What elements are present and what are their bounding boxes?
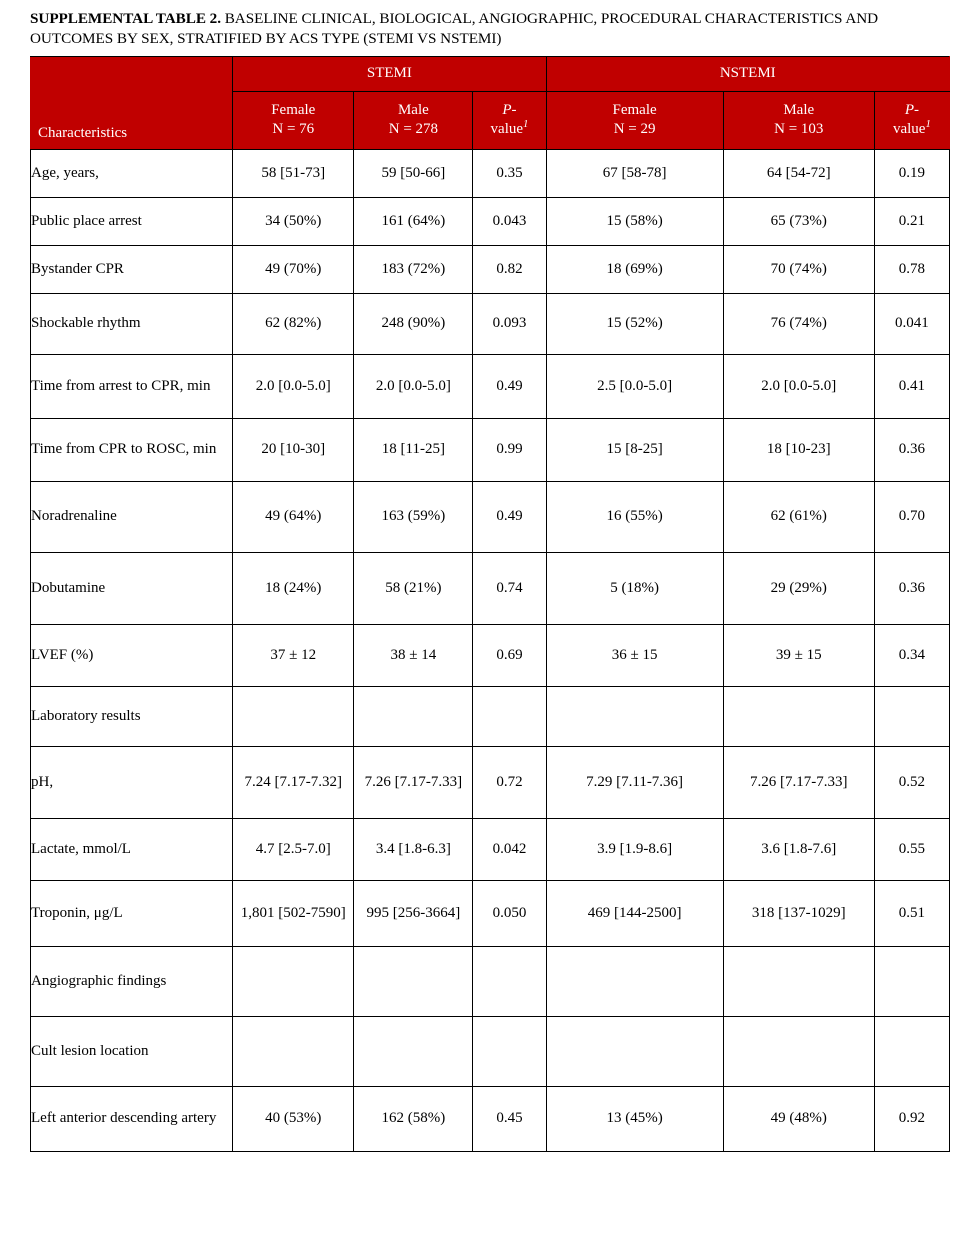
table-row	[31, 354, 950, 418]
table-cell	[473, 946, 546, 1016]
table-cell: 18 [11-25]	[354, 418, 473, 481]
table-cell: 67 [58-78]	[546, 149, 723, 197]
table-cell: 7.24 [7.17-7.32]	[233, 746, 354, 818]
table-cell: 0.042	[473, 818, 546, 880]
table-row	[31, 149, 950, 197]
table-cell: 76 (74%)	[723, 293, 874, 354]
column-group-nstemi: NSTEMI	[546, 56, 949, 91]
table-row	[31, 880, 950, 946]
table-cell: 36 ± 15	[546, 624, 723, 686]
row-label: Lactate, mmol/L	[31, 818, 233, 880]
table-cell: 0.093	[473, 293, 546, 354]
footnote-marker: 1	[523, 118, 529, 131]
column-header-stemi-pvalue	[473, 91, 546, 149]
table-cell: 2.0 [0.0-5.0]	[723, 354, 874, 418]
column-header-nstemi-pvalue	[874, 91, 949, 149]
column-group-stemi: STEMI	[233, 56, 546, 91]
row-label: Angiographic findings	[31, 946, 233, 1016]
subheader-line1: Female	[271, 102, 316, 119]
table-cell: 7.29 [7.11-7.36]	[546, 746, 723, 818]
caption-lead: SUPPLEMENTAL TABLE 2.	[30, 10, 221, 27]
table-cell: 0.55	[874, 818, 949, 880]
table-cell: 162 (58%)	[354, 1086, 473, 1151]
subheader-line2: N = 103	[774, 121, 824, 138]
table-cell	[723, 686, 874, 746]
table-cell: 15 (58%)	[546, 197, 723, 245]
table-cell: 0.72	[473, 746, 546, 818]
table-cell: 161 (64%)	[354, 197, 473, 245]
table-row	[31, 624, 950, 686]
subheader-line1: P-	[502, 102, 517, 119]
table-cell	[546, 946, 723, 1016]
row-label: LVEF (%)	[31, 624, 233, 686]
table-cell: 16 (55%)	[546, 481, 723, 552]
row-label: Dobutamine	[31, 552, 233, 624]
table-row	[31, 418, 950, 481]
table-cell	[546, 1016, 723, 1086]
supplemental-table-2	[30, 56, 950, 1152]
table-cell: 3.6 [1.8-7.6]	[723, 818, 874, 880]
table-cell	[874, 946, 949, 1016]
table-cell: 0.21	[874, 197, 949, 245]
subheader-line1: Male	[783, 102, 815, 119]
table-cell: 62 (82%)	[233, 293, 354, 354]
table-cell: 15 [8-25]	[546, 418, 723, 481]
table-cell: 13 (45%)	[546, 1086, 723, 1151]
table-cell	[233, 1016, 354, 1086]
column-header-characteristics: Characteristics	[31, 56, 233, 149]
table-cell: 0.19	[874, 149, 949, 197]
table-cell: 34 (50%)	[233, 197, 354, 245]
table-cell: 0.99	[473, 418, 546, 481]
table-cell: 64 [54-72]	[723, 149, 874, 197]
table-cell: 248 (90%)	[354, 293, 473, 354]
table-cell: 2.5 [0.0-5.0]	[546, 354, 723, 418]
subheader-line2: value	[892, 121, 926, 138]
table-row	[31, 746, 950, 818]
table-cell	[874, 686, 949, 746]
table-cell	[233, 686, 354, 746]
subheader-line2: N = 278	[388, 121, 439, 138]
table-cell	[723, 946, 874, 1016]
footnote-marker: 1	[925, 118, 931, 131]
table-cell	[354, 1016, 473, 1086]
table-body	[31, 149, 950, 1151]
table-cell: 0.74	[473, 552, 546, 624]
table-cell: 5 (18%)	[546, 552, 723, 624]
table-cell: 15 (52%)	[546, 293, 723, 354]
table-cell: 65 (73%)	[723, 197, 874, 245]
table-cell: 2.0 [0.0-5.0]	[233, 354, 354, 418]
table-cell	[723, 1016, 874, 1086]
table-cell: 0.41	[874, 354, 949, 418]
table-cell: 18 (24%)	[233, 552, 354, 624]
column-header-nstemi-male	[723, 91, 874, 149]
table-row	[31, 552, 950, 624]
row-label: Bystander CPR	[31, 245, 233, 293]
table-row	[31, 818, 950, 880]
table-cell: 7.26 [7.17-7.33]	[354, 746, 473, 818]
table-cell: 18 [10-23]	[723, 418, 874, 481]
table-cell: 0.050	[473, 880, 546, 946]
table-cell: 18 (69%)	[546, 245, 723, 293]
table-row	[31, 481, 950, 552]
table-cell	[354, 946, 473, 1016]
table-cell: 0.36	[874, 552, 949, 624]
table-cell: 3.4 [1.8-6.3]	[354, 818, 473, 880]
row-label: Left anterior descending artery	[31, 1086, 233, 1151]
table-cell	[473, 1016, 546, 1086]
table-cell: 62 (61%)	[723, 481, 874, 552]
table-cell: 37 ± 12	[233, 624, 354, 686]
subheader-line1: Female	[612, 102, 657, 119]
table-cell: 0.043	[473, 197, 546, 245]
table-row	[31, 293, 950, 354]
table-cell: 995 [256-3664]	[354, 880, 473, 946]
table-cell: 20 [10-30]	[233, 418, 354, 481]
table-cell: 0.36	[874, 418, 949, 481]
subheader-line2: value	[490, 121, 524, 138]
table-cell: 49 (48%)	[723, 1086, 874, 1151]
table-cell: 38 ± 14	[354, 624, 473, 686]
subheader-line2: N = 76	[272, 121, 315, 138]
table-cell	[874, 1016, 949, 1086]
table-cell	[546, 686, 723, 746]
subheader-line1: Male	[397, 102, 429, 119]
table-cell: 3.9 [1.9-8.6]	[546, 818, 723, 880]
table-cell: 40 (53%)	[233, 1086, 354, 1151]
table-cell: 0.70	[874, 481, 949, 552]
table-cell: 2.0 [0.0-5.0]	[354, 354, 473, 418]
table-cell: 0.52	[874, 746, 949, 818]
table-cell: 49 (70%)	[233, 245, 354, 293]
table-row	[31, 686, 950, 746]
row-label: pH,	[31, 746, 233, 818]
row-label: Shockable rhythm	[31, 293, 233, 354]
table-cell: 469 [144-2500]	[546, 880, 723, 946]
row-label: Noradrenaline	[31, 481, 233, 552]
table-row	[31, 1086, 950, 1151]
table-cell: 0.78	[874, 245, 949, 293]
table-cell	[354, 686, 473, 746]
table-cell: 0.041	[874, 293, 949, 354]
column-header-nstemi-female	[546, 91, 723, 149]
table-row	[31, 1016, 950, 1086]
row-label: Public place arrest	[31, 197, 233, 245]
table-cell: 0.49	[473, 354, 546, 418]
table-caption	[30, 9, 950, 50]
table-cell	[233, 946, 354, 1016]
table-cell: 7.26 [7.17-7.33]	[723, 746, 874, 818]
table-cell	[473, 686, 546, 746]
row-label: Laboratory results	[31, 686, 233, 746]
table-cell: 163 (59%)	[354, 481, 473, 552]
table-cell: 0.51	[874, 880, 949, 946]
table-cell: 1,801 [502-7590]	[233, 880, 354, 946]
table-cell: 70 (74%)	[723, 245, 874, 293]
column-header-stemi-male	[354, 91, 473, 149]
row-label: Time from arrest to CPR, min	[31, 354, 233, 418]
table-cell: 0.35	[473, 149, 546, 197]
row-label: Troponin, μg/L	[31, 880, 233, 946]
row-label: Time from CPR to ROSC, min	[31, 418, 233, 481]
table-cell: 59 [50-66]	[354, 149, 473, 197]
row-label: Cult lesion location	[31, 1016, 233, 1086]
table-cell: 0.92	[874, 1086, 949, 1151]
subheader-line2: N = 29	[613, 121, 656, 138]
table-cell: 58 (21%)	[354, 552, 473, 624]
table-cell: 58 [51-73]	[233, 149, 354, 197]
table-row	[31, 197, 950, 245]
table-cell: 29 (29%)	[723, 552, 874, 624]
table-cell: 0.82	[473, 245, 546, 293]
table-header	[31, 56, 950, 149]
table-cell: 4.7 [2.5-7.0]	[233, 818, 354, 880]
caption-rest: BASELINE CLINICAL, BIOLOGICAL, ANGIOGRAPHIC, PROCEDURAL CHARACTERISTICS AND OUTCOMES BY SEX, STRATIFIED BY ACS TYPE (STEMI VS NSTEMI)	[30, 10, 879, 48]
row-label: Age, years,	[31, 149, 233, 197]
table-row	[31, 946, 950, 1016]
header-group-row	[31, 56, 950, 91]
subheader-line1: P-	[904, 102, 919, 119]
table-cell: 0.45	[473, 1086, 546, 1151]
column-header-stemi-female	[233, 91, 354, 149]
table-cell: 49 (64%)	[233, 481, 354, 552]
table-cell: 0.69	[473, 624, 546, 686]
table-cell: 39 ± 15	[723, 624, 874, 686]
table-row	[31, 245, 950, 293]
table-cell: 0.34	[874, 624, 949, 686]
table-cell: 183 (72%)	[354, 245, 473, 293]
table-cell: 0.49	[473, 481, 546, 552]
table-cell: 318 [137-1029]	[723, 880, 874, 946]
